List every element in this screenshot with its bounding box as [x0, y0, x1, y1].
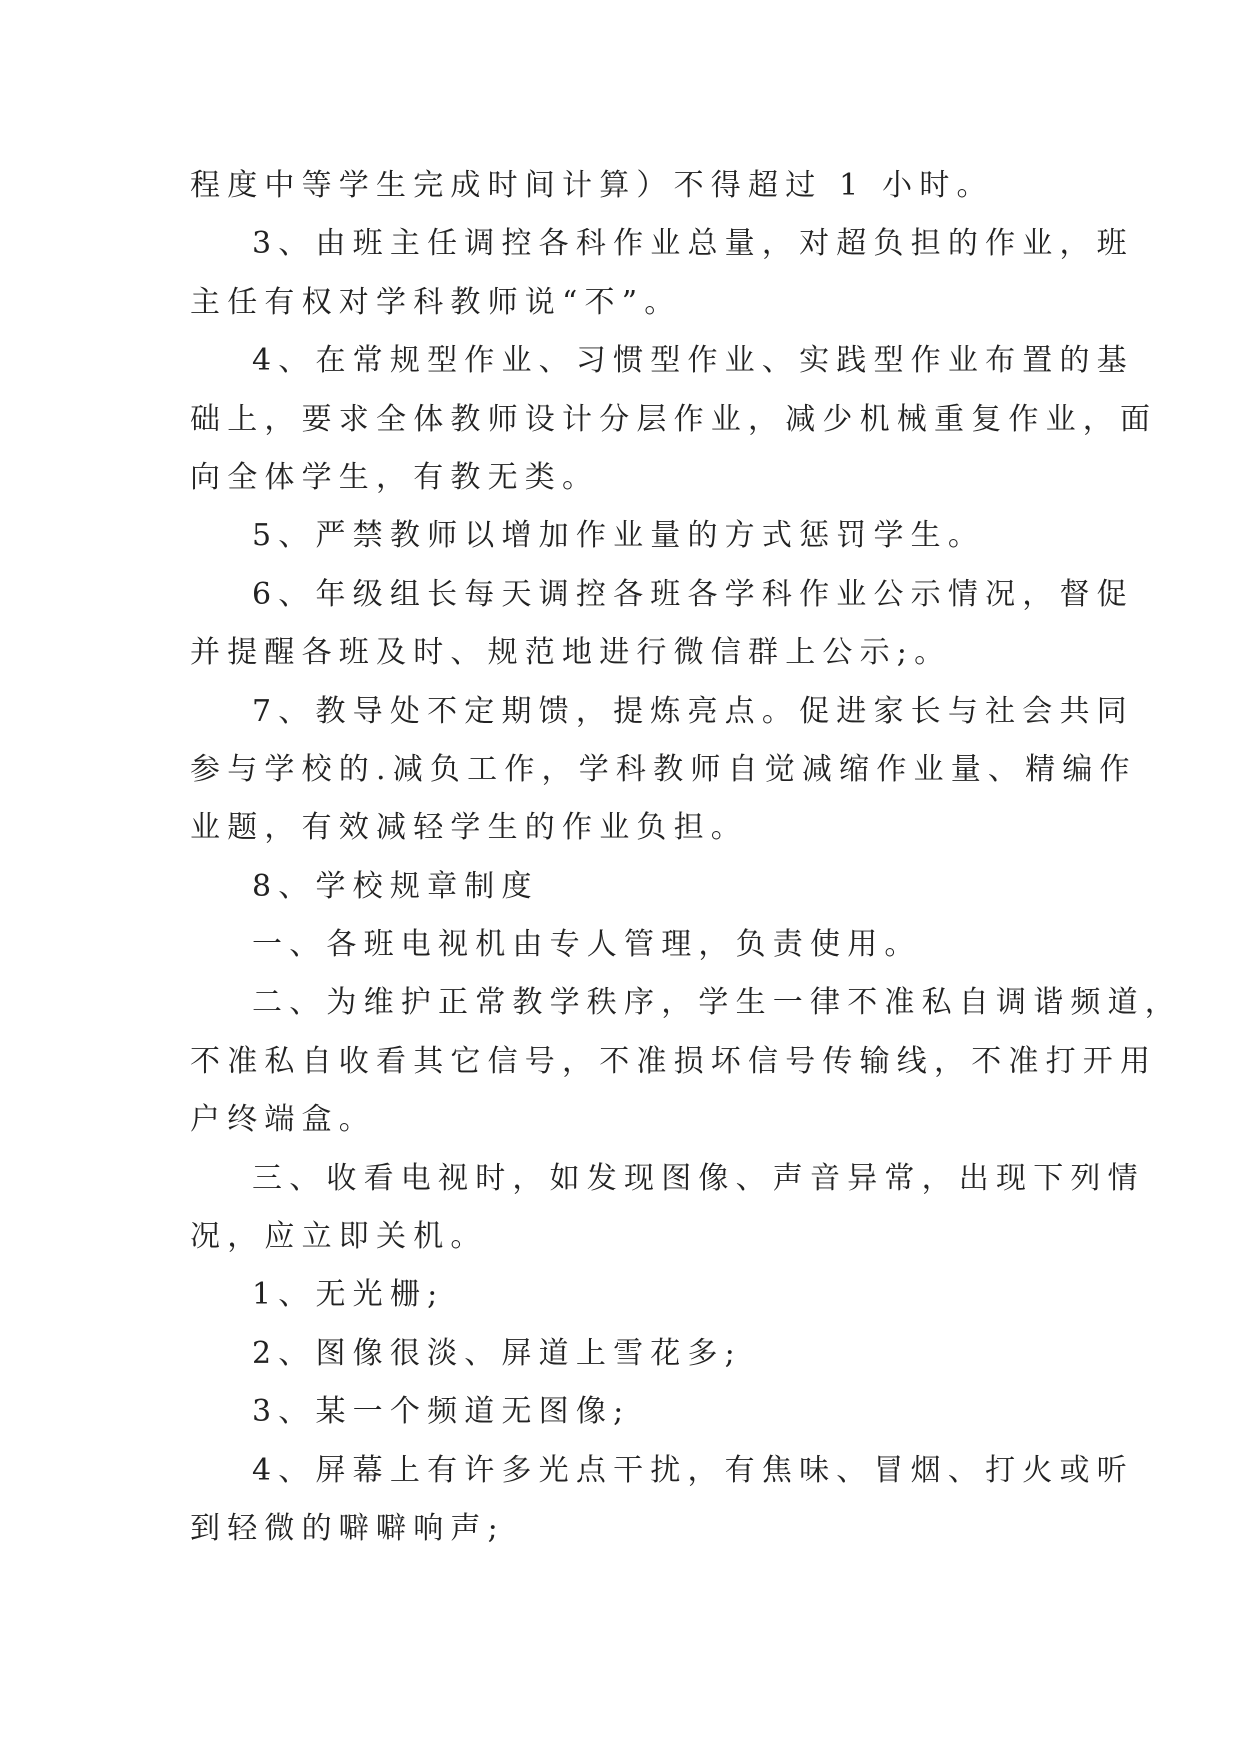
- text-line: 参与学校的.减负工作，学科教师自觉减缩作业量、精编作: [190, 751, 1137, 787]
- text-line: 3、某一个频道无图像;: [252, 1394, 631, 1430]
- text-line: 6、年级组长每天调控各班各学科作业公示情况，督促: [252, 576, 1134, 612]
- text-line: 1、无光栅;: [252, 1277, 445, 1313]
- text-line: 8、学校规章制度: [252, 868, 539, 904]
- text-line: 二、为维护正常教学秩序，学生一律不准私自调谐频道，: [252, 985, 1182, 1021]
- text-line: 5、严禁教师以增加作业量的方式惩罚学生。: [252, 518, 986, 554]
- text-line: 三、收看电视时，如发现图像、声音异常，出现下列情: [252, 1160, 1145, 1196]
- document-body: [190, 157, 1182, 1558]
- text-line: 一、各班电视机由专人管理，负责使用。: [252, 927, 922, 963]
- text-line: 到轻微的噼噼响声;: [190, 1510, 505, 1546]
- text-line: 并提醒各班及时、规范地进行微信群上公示;。: [190, 635, 952, 671]
- text-line: 7、教导处不定期馈，提炼亮点。促进家长与社会共同: [252, 693, 1134, 729]
- text-line: 2、图像很淡、屏道上雪花多;: [252, 1335, 742, 1371]
- text-line: 业题，有效减轻学生的作业负担。: [190, 810, 748, 846]
- text-line: 不准私自收看其它信号，不准损坏信号传输线，不准打开用: [190, 1043, 1158, 1079]
- text-line: 程度中等学生完成时间计算）不得超过 1 小时。: [190, 168, 994, 203]
- text-line: 4、在常规型作业、习惯型作业、实践型作业布置的基: [252, 343, 1134, 379]
- text-line: 3、由班主任调控各科作业总量，对超负担的作业，班: [252, 226, 1134, 262]
- text-line: 础上，要求全体教师设计分层作业，减少机械重复作业，面: [190, 401, 1158, 437]
- text-line: 主任有权对学科教师说“不”。: [190, 284, 682, 320]
- text-line: 向全体学生，有教无类。: [190, 459, 600, 495]
- text-line: 况，应立即关机。: [190, 1219, 488, 1255]
- text-line: 户终端盒。: [190, 1102, 376, 1138]
- text-line: 4、屏幕上有许多光点干扰，有焦味、冒烟、打火或听: [252, 1452, 1134, 1488]
